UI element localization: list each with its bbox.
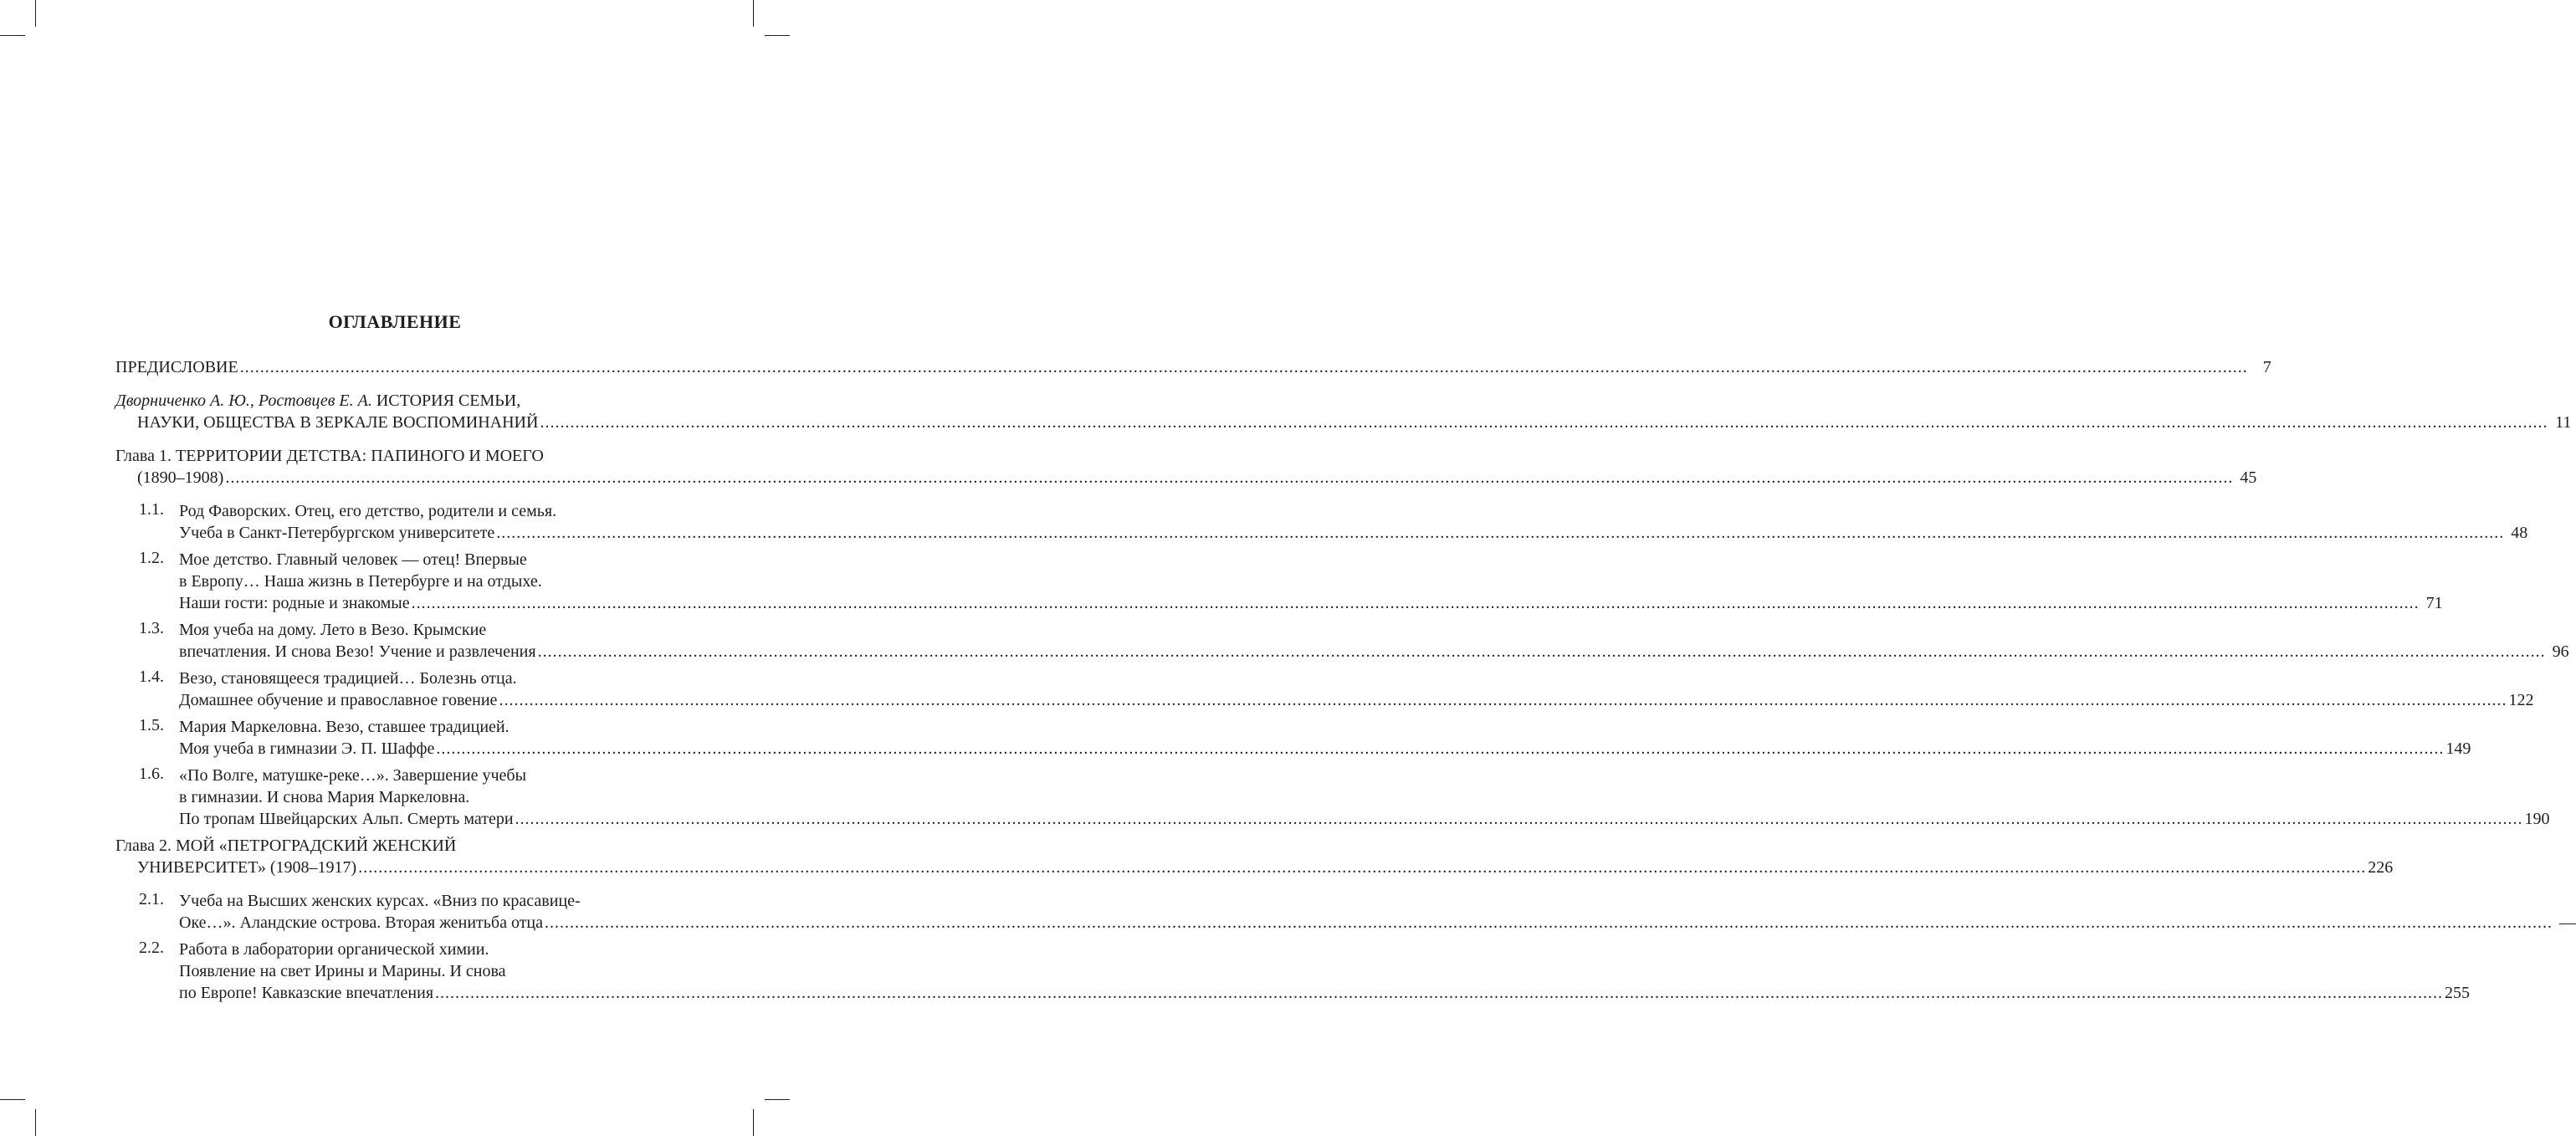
entry-line bbox=[179, 982, 2471, 1004]
entry-line bbox=[179, 571, 659, 592]
entry-text: Мое детство. Главный человек — отец! Впервые bbox=[179, 550, 527, 569]
page-number[interactable]: 149 bbox=[2445, 739, 2471, 758]
toc-subentry[interactable] bbox=[115, 549, 2443, 614]
toc-subentry[interactable] bbox=[115, 890, 2576, 934]
entry-text: Учеба на Высших женских курсах. «Вниз по красавице- bbox=[179, 892, 581, 910]
toc-subentry[interactable] bbox=[115, 668, 2534, 711]
author-names: Дворниченко А. Ю., Ростовцев Е. А. bbox=[115, 391, 372, 410]
entry-text: Глава 1. ТЕРРИТОРИИ ДЕТСТВА: ПАПИНОГО И МОЕГО bbox=[115, 447, 544, 465]
toc-entry[interactable] bbox=[115, 390, 2572, 433]
toc-subentry[interactable] bbox=[115, 939, 2471, 1004]
entry-line bbox=[179, 960, 659, 982]
entry-text: По тропам Швейцарских Альп. Смерть матери bbox=[179, 810, 514, 828]
table-of-contents bbox=[115, 356, 2576, 1009]
crop-mark bbox=[753, 1109, 754, 1136]
entry-text: «По Волге, матушке-реке…». Завершение учебы bbox=[179, 766, 527, 785]
crop-mark bbox=[35, 0, 36, 27]
toc-subentry[interactable] bbox=[115, 765, 2550, 830]
crop-mark bbox=[35, 1109, 36, 1136]
entry-text: ПРЕДИСЛОВИЕ bbox=[115, 358, 238, 376]
toc-entry[interactable] bbox=[115, 835, 2394, 878]
entry-text: Домашнее обучение и православное говение bbox=[179, 691, 498, 709]
toc-subentry[interactable] bbox=[115, 500, 2528, 544]
page-number[interactable]: 226 bbox=[2368, 858, 2394, 877]
leader-dots: ................................................................................................................................................................................................................................................................................................................................................................................................................ bbox=[225, 468, 2234, 487]
entry-line bbox=[137, 857, 2394, 878]
leader-dots: ................................................................................................................................................................................................................................................................................................................................................................................................................ bbox=[358, 858, 2367, 877]
entry-line bbox=[179, 939, 659, 960]
leader-dots: ................................................................................................................................................................................................................................................................................................................................................................................................................ bbox=[537, 642, 2546, 661]
page-number[interactable]: 122 bbox=[2508, 691, 2534, 709]
section-number: 2.2. bbox=[139, 939, 164, 957]
page-number[interactable]: 48 bbox=[2511, 524, 2528, 542]
entry-line bbox=[179, 808, 2550, 830]
section-number: 2.1. bbox=[139, 890, 164, 908]
entry-text: Мария Маркеловна. Везо, ставшее традицией. bbox=[179, 718, 510, 736]
toc-subentry[interactable] bbox=[115, 716, 2471, 760]
entry-line bbox=[137, 467, 2257, 489]
entry-text: ИСТОРИЯ СЕМЬИ, bbox=[371, 391, 521, 410]
entry-line bbox=[179, 786, 659, 808]
entry-text: Оке…». Аландские острова. Вторая женитьба отца bbox=[179, 913, 544, 932]
entry-line bbox=[179, 641, 2569, 663]
entry-text: Моя учеба на дому. Лето в Везо. Крымские bbox=[179, 621, 487, 639]
entry-line bbox=[115, 445, 659, 467]
entry-text: в гимназии. И снова Мария Маркеловна. bbox=[179, 788, 470, 806]
leader-dots: ................................................................................................................................................................................................................................................................................................................................................................................................................ bbox=[499, 691, 2507, 709]
page-number[interactable]: 96 bbox=[2552, 642, 2569, 661]
page-number[interactable]: — bbox=[2559, 913, 2576, 932]
page-title: ОГЛАВЛЕНИЕ bbox=[328, 311, 462, 332]
leader-dots: ................................................................................................................................................................................................................................................................................................................................................................................................................ bbox=[436, 739, 2445, 758]
crop-mark bbox=[0, 35, 25, 36]
entry-text: Везо, становящееся традицией… Болезнь отца. bbox=[179, 669, 517, 688]
entry-line bbox=[179, 592, 2443, 614]
toc-subentry[interactable] bbox=[115, 619, 2569, 663]
page-number[interactable]: 45 bbox=[2240, 468, 2257, 487]
entry-text: Появление на свет Ирины и Марины. И снова bbox=[179, 962, 506, 980]
entry-text: УНИВЕРСИТЕТ» (1908–1917) bbox=[137, 858, 357, 877]
entry-text: впечатления. И снова Везо! Учение и развлечения bbox=[179, 642, 536, 661]
entry-text: Учеба в Санкт-Петербургском университете bbox=[179, 524, 495, 542]
crop-mark bbox=[753, 0, 754, 27]
entry-line bbox=[179, 500, 659, 522]
page-number[interactable]: 190 bbox=[2524, 810, 2550, 828]
entry-line bbox=[115, 356, 2271, 378]
entry-text: НАУКИ, ОБЩЕСТВА В ЗЕРКАЛЕ ВОСПОМИНАНИЙ bbox=[137, 413, 539, 432]
entry-text: Работа в лаборатории органической химии. bbox=[179, 940, 489, 959]
leader-dots: ................................................................................................................................................................................................................................................................................................................................................................................................................ bbox=[411, 594, 2420, 612]
leader-dots: ................................................................................................................................................................................................................................................................................................................................................................................................................ bbox=[515, 810, 2523, 828]
section-number: 1.3. bbox=[139, 619, 164, 637]
entry-text: по Европе! Кавказские впечатления bbox=[179, 984, 434, 1002]
page-number[interactable]: 11 bbox=[2555, 413, 2572, 432]
entry-text: Род Фаворских. Отец, его детство, родители и семья. bbox=[179, 502, 557, 520]
entry-line bbox=[179, 912, 2576, 934]
section-number: 1.1. bbox=[139, 500, 164, 519]
crop-mark bbox=[0, 1099, 25, 1100]
entry-line bbox=[115, 835, 659, 857]
section-number: 1.6. bbox=[139, 765, 164, 783]
entry-line bbox=[115, 390, 659, 412]
entry-text: Глава 2. МОЙ «ПЕТРОГРАДСКИЙ ЖЕНСКИЙ bbox=[115, 837, 457, 855]
section-number: 1.2. bbox=[139, 549, 164, 567]
entry-line bbox=[179, 738, 2471, 760]
entry-line bbox=[137, 412, 2572, 433]
entry-text: Наши гости: родные и знакомые bbox=[179, 594, 410, 612]
toc-entry[interactable] bbox=[115, 445, 2257, 489]
section-number: 1.5. bbox=[139, 716, 164, 734]
entry-line bbox=[179, 890, 659, 912]
section-number: 1.4. bbox=[139, 668, 164, 686]
entry-line bbox=[179, 522, 2528, 544]
entry-line bbox=[179, 765, 659, 786]
entry-line bbox=[179, 549, 659, 571]
entry-text: в Европу… Наша жизнь в Петербурге и на отдыхе. bbox=[179, 572, 542, 591]
entry-line bbox=[179, 716, 659, 738]
toc-entry[interactable] bbox=[115, 356, 2271, 378]
entry-line bbox=[179, 668, 659, 689]
leader-dots: ................................................................................................................................................................................................................................................................................................................................................................................................................ bbox=[496, 524, 2505, 542]
leader-dots: ................................................................................................................................................................................................................................................................................................................................................................................................................ bbox=[540, 413, 2548, 432]
page-number[interactable]: 7 bbox=[2262, 358, 2271, 376]
crop-mark bbox=[765, 1099, 790, 1100]
leader-dots: ................................................................................................................................................................................................................................................................................................................................................................................................................ bbox=[239, 358, 2248, 376]
entry-line bbox=[179, 619, 659, 641]
entry-text: (1890–1908) bbox=[137, 468, 224, 487]
leader-dots: ................................................................................................................................................................................................................................................................................................................................................................................................................ bbox=[435, 984, 2444, 1002]
crop-mark bbox=[765, 35, 790, 36]
entry-line bbox=[179, 689, 2534, 711]
leader-dots: ................................................................................................................................................................................................................................................................................................................................................................................................................ bbox=[545, 913, 2553, 932]
entry-text: Моя учеба в гимназии Э. П. Шаффе bbox=[179, 739, 435, 758]
page-number[interactable]: 255 bbox=[2445, 984, 2471, 1002]
page-number[interactable]: 71 bbox=[2425, 594, 2443, 612]
